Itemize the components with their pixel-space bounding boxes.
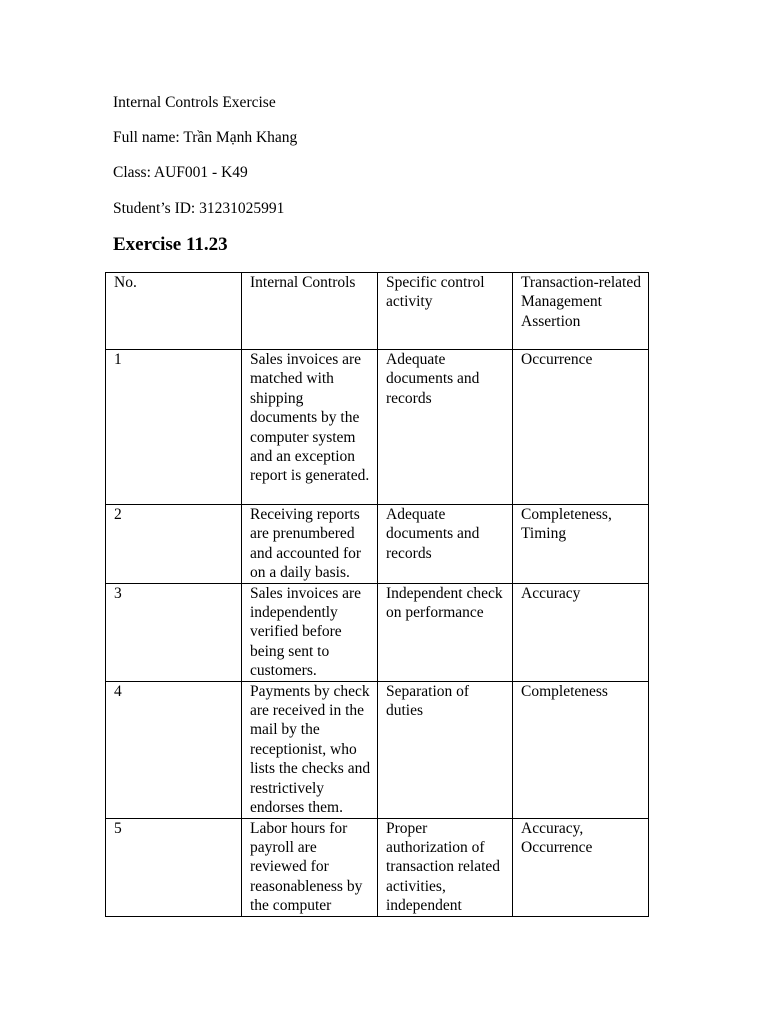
class-line: Class: AUF001 - K49 (113, 164, 248, 181)
cell-no: 2 (106, 505, 242, 584)
cell-assertion: Completeness, Timing (513, 505, 649, 584)
cell-no: 1 (106, 350, 242, 505)
cell-control-activity: Adequate documents and records (378, 350, 513, 505)
table-row (106, 583, 649, 681)
cell-internal-control: Sales invoices are independently verified before being sent to customers. (242, 583, 378, 681)
header-cell-assertion: Transaction-related Management Assertion (513, 273, 649, 350)
table-row (106, 818, 649, 916)
cell-no: 4 (106, 681, 242, 818)
cell-assertion: Occurrence (513, 350, 649, 505)
cell-assertion: Accuracy, Occurrence (513, 818, 649, 916)
cell-internal-control: Labor hours for payroll are reviewed for reasonableness by the computer (242, 818, 378, 916)
table-row (106, 350, 649, 505)
cell-control-activity: Proper authorization of transaction related activities, independent (378, 818, 513, 916)
cell-assertion: Accuracy (513, 583, 649, 681)
internal-controls-table (105, 272, 649, 917)
document-title: Internal Controls Exercise (113, 94, 276, 111)
cell-control-activity: Separation of duties (378, 681, 513, 818)
cell-assertion: Completeness (513, 681, 649, 818)
full-name-line: Full name: Trần Mạnh Khang (113, 129, 298, 146)
exercise-heading: Exercise 11.23 (113, 234, 228, 255)
cell-internal-control: Payments by check are received in the mail by the receptionist, who lists the checks and restrictively endorses them. (242, 681, 378, 818)
header-cell-internal-controls: Internal Controls (242, 273, 378, 350)
cell-internal-control: Receiving reports are prenumbered and accounted for on a daily basis. (242, 505, 378, 584)
cell-control-activity: Independent check on performance (378, 583, 513, 681)
cell-no: 5 (106, 818, 242, 916)
header-cell-no: No. (106, 273, 242, 350)
cell-control-activity: Adequate documents and records (378, 505, 513, 584)
student-id-line: Student’s ID: 31231025991 (113, 200, 285, 217)
cell-no: 3 (106, 583, 242, 681)
table-row (106, 505, 649, 584)
table-row (106, 681, 649, 818)
header-cell-control-activity: Specific control activity (378, 273, 513, 350)
table-header-row (106, 273, 649, 350)
cell-internal-control: Sales invoices are matched with shipping documents by the computer system and an exception report is generated. (242, 350, 378, 505)
